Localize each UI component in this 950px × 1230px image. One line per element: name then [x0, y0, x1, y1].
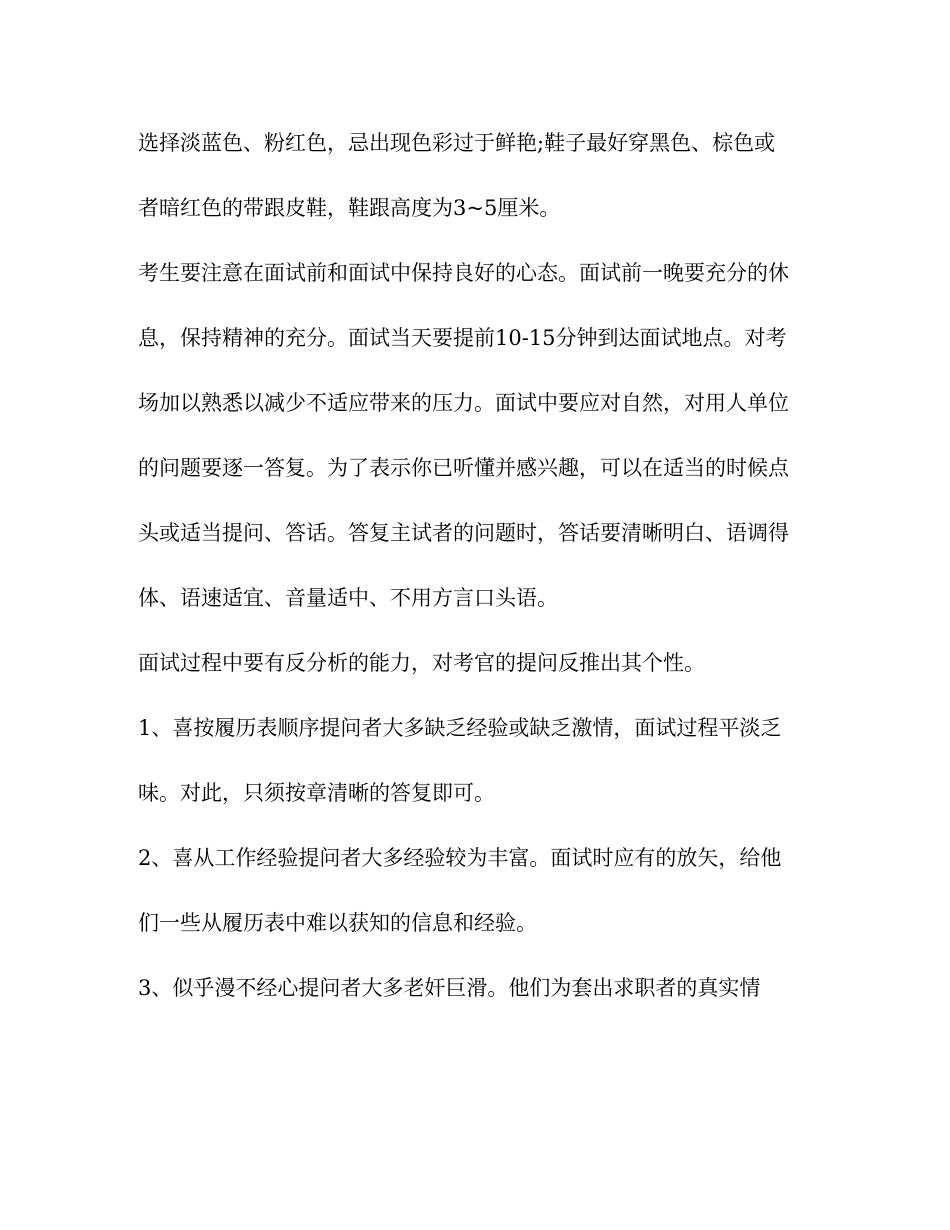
text-line-14: 3、似乎漫不经心提问者大多老奸巨滑。他们为套出求职者的真实情 [138, 976, 761, 1000]
text-line-7: 头或适当提问、答话。答复主试者的问题时，答话要清晰明白、语调得 [138, 521, 789, 545]
text-line-2: 者暗红色的带跟皮鞋，鞋跟高度为3~5厘米。 [138, 196, 561, 220]
text-line-9: 面试过程中要有反分析的能力，对考官的提问反推出其个性。 [138, 651, 705, 675]
text-line-13: 们一些从履历表中难以获知的信息和经验。 [138, 911, 537, 935]
text-line-10: 1、喜按履历表顺序提问者大多缺乏经验或缺乏激情，面试过程平淡乏 [138, 716, 782, 740]
text-line-1: 选择淡蓝色、粉红色，忌出现色彩过于鲜艳;鞋子最好穿黑色、棕色或 [138, 131, 776, 155]
text-line-11: 味。对此，只须按章清晰的答复即可。 [138, 781, 495, 805]
text-line-3: 考生要注意在面试前和面试中保持良好的心态。面试前一晚要充分的休 [138, 261, 789, 285]
document-body [138, 120, 828, 1030]
text-line-12: 2、喜从工作经验提问者大多经验较为丰富。面试时应有的放矢，给他 [138, 846, 782, 870]
text-line-8: 体、语速适宜、音量适中、不用方言口头语。 [138, 586, 558, 610]
text-line-6: 的问题要逐一答复。为了表示你已听懂并感兴趣，可以在适当的时候点 [138, 456, 789, 480]
text-line-5: 场加以熟悉以减少不适应带来的压力。面试中要应对自然，对用人单位 [138, 391, 789, 415]
text-line-4: 息，保持精神的充分。面试当天要提前10-15分钟到达面试地点。对考 [138, 326, 787, 350]
